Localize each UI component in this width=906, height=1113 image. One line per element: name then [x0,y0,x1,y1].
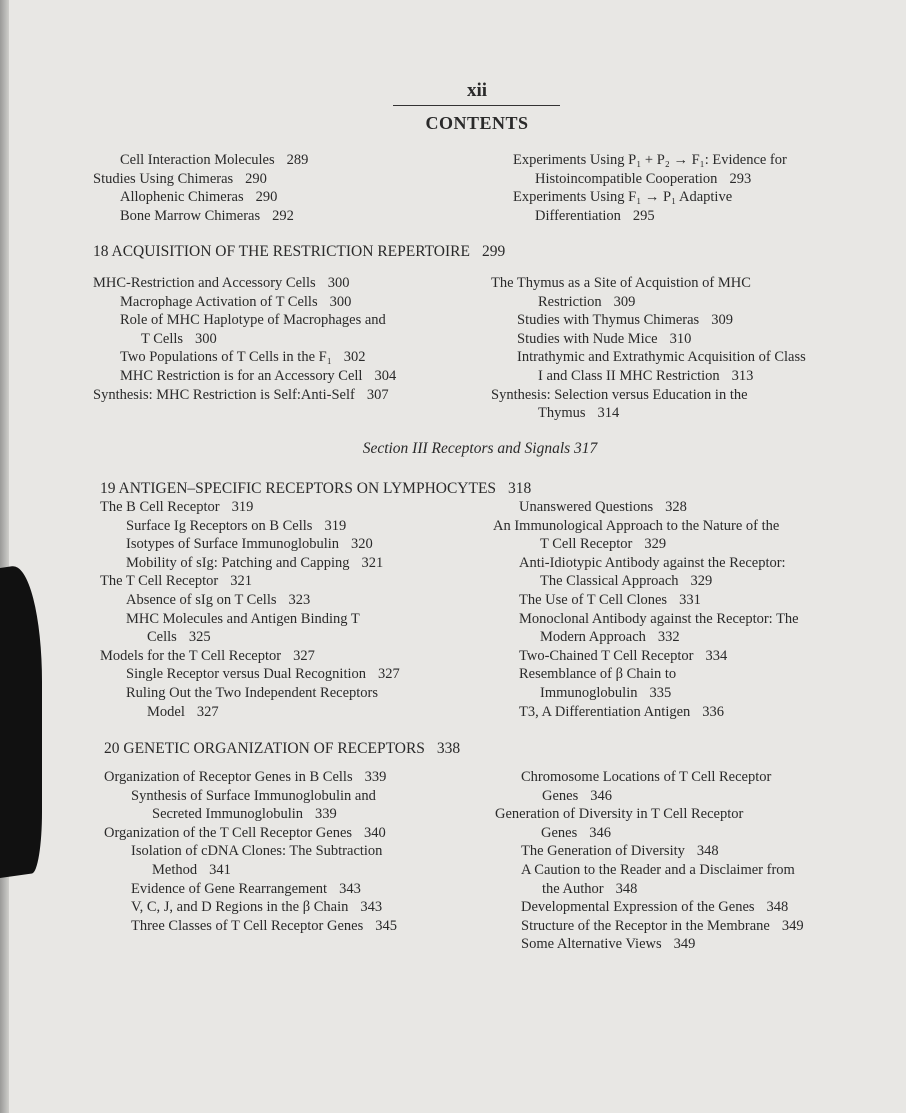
toc-entry-title: An Immunological Approach to the Nature of the [493,517,780,534]
toc-entry-title: MHC Restriction is for an Accessory Cell [120,367,363,384]
toc-entry-title: Models for the T Cell Receptor [100,647,282,664]
toc-entry-title: Monoclonal Antibody against the Receptor: The [519,610,799,627]
toc-entry-page: 345 [375,917,397,934]
toc-entry-page: 309 [613,293,636,310]
toc-entry-page: 329 [644,536,667,553]
toc-entry[interactable] [93,293,396,312]
toc-entry[interactable] [93,348,396,367]
toc-entry[interactable] [493,591,799,610]
toc-entry-page: 314 [597,405,620,422]
toc-entry-page: 327 [293,647,315,664]
toc-top-left [93,151,308,225]
toc-entry-title: Organization of the T Cell Receptor Genes [104,824,353,841]
toc-entry[interactable] [491,348,806,385]
toc-entry-page: 348 [615,880,638,897]
toc-ch20-left [104,768,397,935]
toc-ch19-right [493,498,799,721]
toc-entry-page: 332 [657,629,680,646]
toc-entry-page: 339 [364,769,387,785]
toc-entry-title-cont: Thymus [538,405,586,422]
toc-entry-page: 309 [711,312,733,329]
toc-entry[interactable] [104,768,397,787]
toc-entry-page: 313 [731,367,754,384]
page-gutter-edge [0,0,9,1113]
chapter-page: 318 [508,480,532,497]
toc-entry[interactable] [100,591,400,610]
toc-entry[interactable] [513,188,787,225]
toc-entry-page: 290 [255,189,278,206]
toc-entry-title-cont: Secreted Immunoglobulin [152,806,304,823]
toc-entry-title: T3, A Differentiation Antigen [519,703,691,720]
toc-entry-page: 289 [286,152,309,168]
toc-entry-page: 340 [364,824,386,841]
toc-entry[interactable] [104,917,397,936]
toc-entry-title-cont: Method [152,861,198,878]
toc-entry[interactable] [491,311,806,330]
toc-entry-page: 341 [209,861,231,878]
toc-entry-title: Single Receptor versus Dual Recognition [126,666,367,683]
toc-entry-title: The Thymus as a Site of Acquistion of MHC [491,275,751,291]
toc-entry-page: 304 [374,367,397,384]
toc-entry-title: Studies Using Chimeras [93,170,234,187]
toc-entry-title: The Use of T Cell Clones [519,591,668,608]
toc-entry-title-cont: Histoincompatible Cooperation [535,170,718,187]
toc-entry[interactable] [493,498,799,517]
toc-entry[interactable] [495,917,804,936]
toc-entry[interactable] [495,768,804,805]
toc-entry-title: Absence of sIg on T Cells [126,591,277,608]
toc-entry-page: 328 [665,499,687,515]
toc-entry[interactable] [491,274,806,311]
toc-entry-page: 300 [329,293,352,310]
toc-entry[interactable] [100,684,400,721]
toc-entry-page: 335 [649,684,672,701]
toc-entry-page: 327 [196,703,219,720]
toc-top-right [513,151,787,225]
chapter-title: 18 ACQUISITION OF THE RESTRICTION REPERTOIRE [93,243,470,260]
toc-entry-page: 349 [781,917,804,934]
toc-entry[interactable] [93,207,308,226]
toc-entry-page: 295 [632,207,655,224]
toc-entry-page: 293 [729,170,752,187]
toc-entry-title: Surface Ig Receptors on B Cells [126,517,313,534]
toc-entry[interactable] [495,861,804,898]
toc-entry-title: The B Cell Receptor [100,499,220,515]
toc-entry-page: 323 [288,591,311,608]
toc-entry-title: MHC-Restriction and Accessory Cells [93,275,316,291]
toc-entry[interactable] [100,535,400,554]
toc-entry-title: Synthesis: Selection versus Education in the [491,386,748,403]
toc-entry-page: 320 [351,536,373,553]
toc-ch18-left [93,274,396,404]
chapter-page: 338 [436,740,461,757]
chapter-19-heading[interactable] [100,480,531,498]
toc-entry-page: 348 [696,843,719,860]
finger-shadow [0,562,42,878]
toc-entry-title: Synthesis of Surface Immunoglobulin and [131,787,376,804]
toc-entry-title: Structure of the Receptor in the Membrane [521,917,770,934]
toc-entry[interactable] [93,311,396,348]
toc-entry-page: 321 [230,573,253,590]
toc-entry-title: Three Classes of T Cell Receptor Genes [131,917,364,934]
toc-entry-page: 346 [590,787,612,804]
toc-entry[interactable] [104,787,397,824]
toc-entry-title-cont: Genes [541,824,578,841]
toc-entry[interactable] [93,151,308,170]
toc-entry[interactable] [104,898,397,917]
toc-entry[interactable] [93,170,308,189]
toc-entry-page: 310 [669,330,692,347]
toc-ch18-right [491,274,806,423]
toc-entry[interactable] [493,610,799,647]
toc-entry-title-cont: Genes [542,787,579,804]
section-heading[interactable]: Section III Receptors and Signals 317 [362,440,598,457]
toc-entry-title-cont: Immunoglobulin [540,684,638,701]
toc-entry[interactable] [495,842,804,861]
toc-entry-page: 329 [690,573,713,590]
toc-entry-title: Some Alternative Views [521,936,662,953]
toc-entry-title: MHC Molecules and Antigen Binding T [126,610,360,627]
toc-entry[interactable] [513,151,787,188]
toc-entry[interactable] [100,572,400,591]
title-rule [393,105,560,106]
toc-entry-page: 290 [245,170,267,187]
page-title: CONTENTS [425,113,529,133]
toc-entry-title: Studies with Thymus Chimeras [517,312,700,329]
toc-entry[interactable] [495,935,804,954]
toc-entry-page: 321 [361,554,384,571]
toc-entry-page: 327 [378,666,400,683]
chapter-page: 299 [481,243,506,260]
page-number: xii [466,80,488,101]
toc-entry[interactable] [104,842,397,879]
toc-ch19-left [100,498,400,721]
toc-entry[interactable] [100,498,400,517]
toc-entry-page: 307 [366,386,389,403]
toc-entry[interactable] [93,188,308,207]
toc-entry-title: Organization of Receptor Genes in B Cells [104,769,353,785]
toc-entry-title: A Caution to the Reader and a Disclaimer from [521,861,795,878]
toc-entry-title-cont: Modern Approach [540,629,646,646]
toc-entry-page: 319 [324,517,347,534]
toc-entry[interactable] [100,554,400,573]
toc-entry[interactable] [493,647,799,666]
toc-entry[interactable] [493,517,799,554]
toc-entry-title: Isolation of cDNA Clones: The Subtraction [131,843,383,860]
toc-entry[interactable] [100,610,400,647]
toc-entry-page: 334 [705,647,728,664]
toc-entry-page: 343 [360,899,383,916]
toc-entry-page: 302 [343,349,366,366]
toc-entry-title: The T Cell Receptor [100,573,219,590]
toc-entry-title: Synthesis: MHC Restriction is Self:Anti-Self [93,386,355,403]
toc-entry-title: Evidence of Gene Rearrangement [131,880,328,897]
toc-entry-page: 300 [195,330,217,347]
toc-entry-title: Mobility of sIg: Patching and Capping [126,554,350,571]
toc-entry-title: Two-Chained T Cell Receptor [519,647,694,664]
chapter-18-heading[interactable] [93,243,505,261]
chapter-20-heading[interactable] [104,740,460,758]
toc-entry-title-cont: Restriction [538,293,602,310]
toc-entry-title: Cell Interaction Molecules [120,152,275,168]
toc-entry[interactable] [493,703,799,722]
toc-entry-title: Isotypes of Surface Immunoglobulin [126,536,340,553]
toc-entry-page: 346 [589,824,611,841]
toc-entry-title: Experiments Using P₁ + P₂ → F₁: Evidence for [513,152,787,168]
toc-entry[interactable] [495,898,804,917]
toc-entry-title: Intrathymic and Extrathymic Acquisition of Class [517,349,806,366]
toc-entry-title-cont: Model [147,703,185,720]
toc-entry-title: Two Populations of T Cells in the F₁ [120,349,332,366]
toc-entry[interactable] [100,665,400,684]
toc-entry[interactable] [104,824,397,843]
toc-entry[interactable] [493,665,799,702]
toc-entry-page: 348 [766,899,789,916]
toc-entry-title: Role of MHC Haplotype of Macrophages and [120,312,386,329]
toc-entry-title: Allophenic Chimeras [120,189,244,206]
toc-entry[interactable] [104,880,397,899]
toc-entry-title: Macrophage Activation of T Cells [120,293,318,310]
toc-entry-page: 325 [188,629,211,646]
toc-entry-title: Bone Marrow Chimeras [120,207,261,224]
toc-entry-title: V, C, J, and D Regions in the β Chain [131,899,349,916]
toc-entry[interactable] [493,554,799,591]
toc-entry-title: Generation of Diversity in T Cell Receptor [495,806,744,823]
toc-entry-title: Resemblance of β Chain to [519,666,677,683]
toc-entry[interactable] [100,647,400,666]
toc-entry-title: Studies with Nude Mice [517,330,658,347]
toc-entry-page: 339 [315,806,337,823]
toc-entry-page: 349 [673,936,696,953]
toc-entry-page: 300 [327,275,350,291]
toc-entry-title: Ruling Out the Two Independent Receptors [126,684,379,701]
toc-entry-title-cont: T Cells [141,330,184,347]
toc-entry-page: 319 [231,499,254,515]
toc-entry-page: 331 [679,591,701,608]
toc-entry-title-cont: the Author [542,880,604,897]
toc-entry-title-cont: T Cell Receptor [540,536,633,553]
toc-entry-title: Chromosome Locations of T Cell Receptor [521,769,772,785]
toc-entry-title: Experiments Using F₁ → P₁ Adaptive [513,189,733,206]
toc-ch20-right [495,768,804,954]
toc-entry[interactable] [93,274,396,293]
toc-entry-title: The Generation of Diversity [521,843,685,860]
toc-entry-title: Unanswered Questions [519,499,654,515]
toc-entry-title-cont: Differentiation [535,207,621,224]
toc-entry-page: 292 [272,207,294,224]
toc-entry-title: Anti-Idiotypic Antibody against the Receptor: [519,554,786,571]
toc-entry[interactable] [491,386,806,423]
chapter-title: 19 ANTIGEN–SPECIFIC RECEPTORS ON LYMPHOCYTES [100,480,497,497]
toc-entry-title-cont: I and Class II MHC Restriction [538,367,720,384]
toc-entry[interactable] [100,517,400,536]
toc-entry[interactable] [93,367,396,386]
toc-entry-title: Developmental Expression of the Genes [521,899,755,916]
toc-entry-title-cont: Cells [147,629,177,646]
toc-entry-page: 343 [339,880,361,897]
toc-entry-title-cont: The Classical Approach [540,573,679,590]
toc-entry[interactable] [93,386,396,405]
chapter-title: 20 GENETIC ORGANIZATION OF RECEPTORS [104,740,425,757]
toc-entry[interactable] [495,805,804,842]
toc-entry-page: 336 [702,703,725,720]
toc-entry[interactable] [491,330,806,349]
